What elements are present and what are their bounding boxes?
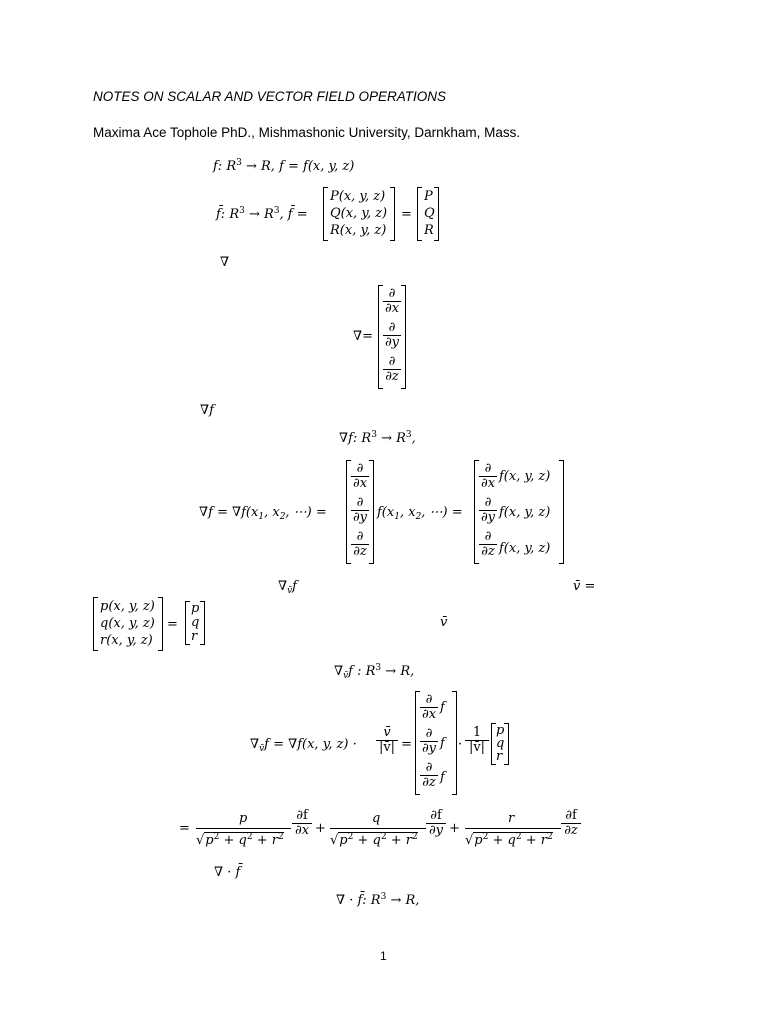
gradient-component-y: f(x, y, z): [499, 505, 551, 520]
v-equals: v̄ =: [573, 579, 596, 594]
one-numerator: 1: [472, 725, 482, 740]
gradient-component-z: f(x, y, z): [499, 541, 551, 556]
divergence-heading: ∇ · f̄: [214, 865, 241, 880]
equals-sign: =: [401, 737, 412, 752]
gradient-mapping: ∇f: $R^3 \to R^3$,: [339, 430, 416, 446]
gradient-f-matrix: [415, 691, 457, 795]
partial-z: ∂ ∂z: [383, 355, 401, 384]
divergence-mapping: ∇ · f̄: $R^3 \to R$,: [336, 892, 420, 908]
nabla-operator-matrix: [378, 285, 406, 389]
radical-3: $√p^2 + q^2 + r^2$: [465, 832, 553, 848]
partial-y: ∂ ∂y: [480, 495, 496, 525]
scalar-field-definition: f: $R^3 \to R$, f = f(x, y, z): [213, 158, 355, 174]
fraction-bar: [465, 828, 561, 829]
radical-1: $√p^2 + q^2 + r^2$: [196, 832, 284, 848]
v-component-q: q(x, y, z): [100, 616, 155, 631]
partial-x: ∂ ∂x: [352, 461, 368, 491]
v-short-p: p: [496, 723, 505, 738]
v-short-matrix: [185, 601, 205, 645]
unit-vector-fraction: [376, 726, 398, 755]
term-r-numerator: r: [508, 811, 515, 826]
v-short-matrix-2: [491, 723, 509, 765]
unit-den: |v̄|: [376, 740, 398, 755]
v-short-q: q: [496, 736, 505, 751]
v-short-r: r: [191, 629, 198, 644]
vector-short-matrix: [417, 187, 439, 241]
df-dy: $\frac{\partial f}{\partial y}$: [426, 809, 446, 838]
equals-sign-expanded: =: [179, 821, 190, 836]
partial-x: ∂ ∂x: [480, 461, 496, 491]
v-vector-matrix: [93, 597, 163, 651]
radical-2: $√p^2 + q^2 + r^2$: [330, 832, 418, 848]
directional-mapping: $\nabla_{v̄}f$ : $R^3 \to R$,: [334, 663, 415, 681]
norm-denominator: |v̄|: [465, 740, 489, 755]
v-short-p: p: [191, 601, 200, 616]
gradient-operator-matrix: [346, 460, 374, 564]
directional-lhs: $\nabla_{v̄}f = \nabla f(x$, y, z) ·: [250, 737, 357, 754]
vector-component-q: Q(x, y, z): [330, 206, 388, 221]
gradient-lhs: $\nabla f = \nabla f(x_1$, $x_2$, ⋯) =: [199, 505, 327, 522]
plus-sign: +: [449, 821, 460, 836]
partial-x: ∂ ∂x: [384, 286, 400, 316]
nabla-definition-lhs: ∇=: [353, 329, 373, 344]
author-line: Maxima Ace Tophole PhD., Mishmashonic University, Darnkham, Mass.: [93, 125, 521, 140]
v-short-q: q: [191, 615, 200, 630]
partial-y: ∂ ∂y: [421, 726, 437, 756]
equals-sign: =: [401, 207, 412, 222]
vector-field-matrix: [323, 187, 395, 241]
gradient-result-matrix: [474, 460, 564, 564]
document-title: NOTES ON SCALAR AND VECTOR FIELD OPERATIONS: [93, 89, 447, 104]
dot-operator: ·: [458, 737, 463, 752]
vector-component-r: R(x, y, z): [330, 223, 387, 238]
partial-z: ∂ ∂z: [479, 530, 497, 559]
page-number: 1: [380, 949, 387, 963]
vector-component-p: P(x, y, z): [330, 189, 386, 204]
term-q-numerator: q: [372, 811, 381, 826]
v-short-r: r: [496, 749, 503, 764]
vector-short-q: Q: [424, 206, 435, 221]
df-dz: $\frac{\partial f}{\partial z}$: [561, 809, 581, 838]
plus-sign: +: [315, 821, 326, 836]
one-over-norm: [465, 726, 489, 755]
gradient-component-x: f(x, y, z): [499, 469, 551, 484]
fraction-bar: [196, 828, 291, 829]
term-p-numerator: p: [239, 811, 248, 826]
vector-short-r: R: [424, 223, 434, 238]
f-y: f: [440, 736, 445, 751]
partial-y: ∂ ∂y: [384, 320, 400, 350]
partial-z: ∂ ∂z: [420, 761, 438, 790]
partial-y: ∂ ∂y: [352, 495, 368, 525]
v-component-p: p(x, y, z): [100, 599, 155, 614]
fraction-bar: [330, 828, 426, 829]
equals-sign: =: [167, 617, 178, 632]
f-z: f: [440, 770, 445, 785]
df-dx: $\frac{\partial f}{\partial x}$: [292, 809, 312, 838]
vector-field-definition: f̄: $R^3 \to R^3$, f̄ =: [216, 206, 308, 222]
directional-derivative-heading: $\nabla_{v̄}f$: [278, 579, 297, 596]
nabla-symbol: ∇: [220, 255, 230, 270]
unit-num: v̄: [383, 725, 391, 740]
f-x: f: [440, 700, 445, 715]
gradient-mid: $f(x_1$, $x_2$, ⋯) =: [377, 505, 463, 522]
v-component-r: r(x, y, z): [100, 633, 153, 648]
partial-x: ∂ ∂x: [421, 692, 437, 722]
gradient-heading: ∇f: [200, 403, 214, 418]
partial-z: ∂ ∂z: [351, 530, 369, 559]
v-label: v̄: [440, 615, 448, 630]
vector-short-p: P: [424, 189, 433, 204]
